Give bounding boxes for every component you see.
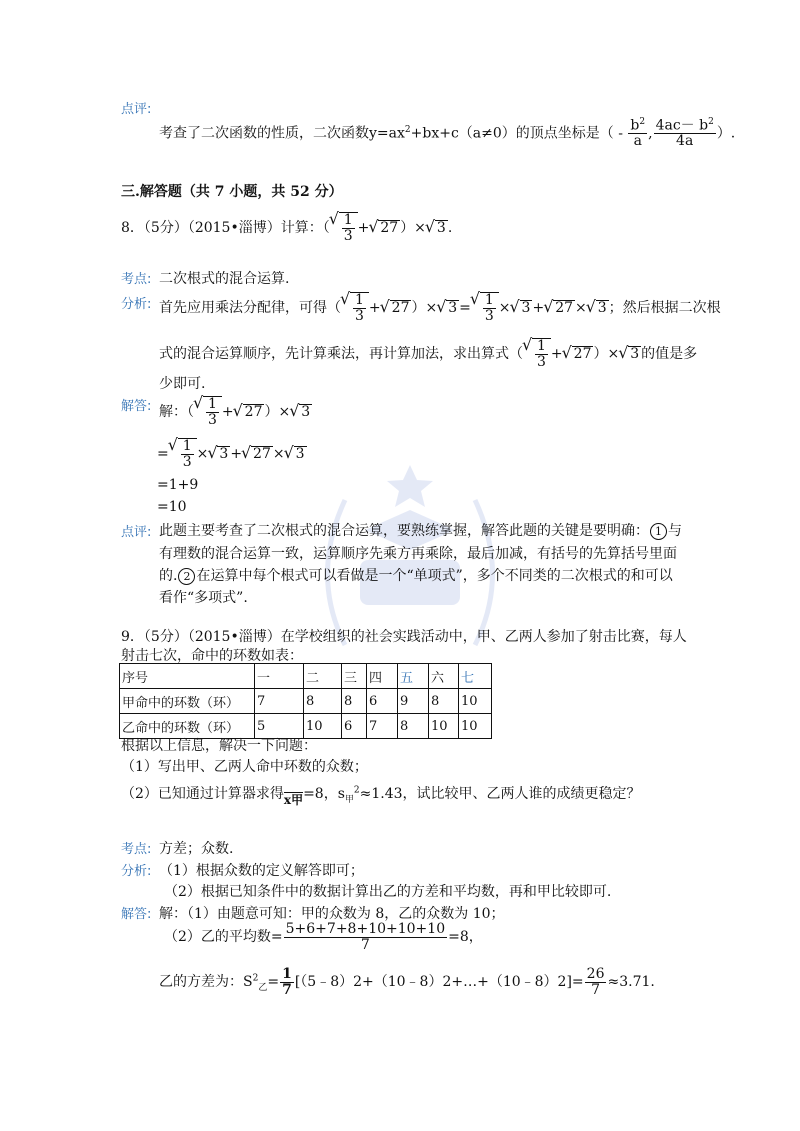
table-cell: 10 [304,714,342,739]
q8-question: 8．（5分）（2015•淄博）计算：（ √ $\frac{1}{3}$ +√ 27 ）×√ 3 . [121,212,452,243]
table-cell: 6 [342,714,367,739]
q8-kaodian-label: 考点: [121,272,152,287]
table-cell: 9 [398,689,429,714]
table-cell: 乙命中的环数（环） [120,714,255,739]
fraction-4ac-b2-over-4a: $\frac{4ac- b^2}{4a}$ [655,117,714,150]
fraction-mean: $\frac{5+6+7+8+10+10+10}{7}$ [285,921,446,953]
q9-fenxi-line2: （2）根据已知条件中的数据计算出乙的方差和平均数，再和甲比较即可. [164,884,612,900]
q8-dianping-line2: 有理数的混合运算一致，运算顺序先乘方再乘除，最后加减，有括号的先算括号里面 [159,546,677,562]
review-label: 点评: [121,102,152,117]
table-cell: 甲命中的环数（环） [120,689,255,714]
q8-solution-line2: = √ $\frac{1}{3}$ ×√ 3 +√ 27 ×√ 3 [157,438,307,469]
q8-jieda-label: 解答: [121,399,152,414]
q9-subquestion-2: （2）已知通过计算器求得x甲=8，$s_甲^2\approx 1.43$，试比较甲、乙两人谁的成绩更稳定？ [121,785,641,807]
table-header-cell: 七 [459,664,492,689]
q9-solution-line3: 乙的方差为：$S^2_乙=$ $\frac{1}{7}$ [（5﹣8）2+（10﹣8）2+…+（10﹣8）2]= $\frac{26}{7}$ ≈3.71. [159,966,655,998]
q9-question-line1: 9．（5分）（2015•淄博）在学校组织的社会实践活动中，甲、乙两人参加了射击比赛，每人 [121,629,687,645]
q9-question-line2: 射击七次，命中的环数如表： [121,648,303,664]
table-cell: 6 [367,689,398,714]
table-cell: 8 [304,689,342,714]
table-header-row [120,664,492,689]
q9-solution-line1: 解：（1）由题意可知：甲的众数为 8，乙的众数为 10； [159,906,505,922]
fraction-one-seventh: $\frac{1}{7}$ [282,966,292,998]
table-header-cell: 序号 [120,664,255,689]
circled-number-2: 2 [178,568,195,585]
q9-kaodian-text: 方差；众数. [159,841,234,857]
fraction-b2-over-a: $\frac{b^2}{a}$ [630,117,646,150]
q8-dianping-line4: 看作“多项式”. [159,590,248,606]
table-header-cell: 三 [342,664,367,689]
q8-dianping-label: 点评: [121,525,152,540]
q8-fenxi-line2: 式的混合运算顺序，先计算乘法，再计算加法，求出算式（ √ $\frac{1}{3}$ +√ 27 ）×√ 3 的值是多 [159,338,697,369]
circled-number-1: 1 [650,523,667,540]
q8-solution-line1: 解：（ √ $\frac{1}{3}$ +√ 27 ）×√ 3 [159,396,312,427]
q8-fenxi-label: 分析: [121,297,152,312]
q8-solution-line3: =1+9 [157,477,199,493]
table-header-cell: 六 [429,664,459,689]
q8-fenxi-line1: 首先应用乘法分配律，可得（ √ $\frac{1}{3}$ +√ 27 ）×√ 3 = √ $\frac{1}{3}$ ×√ 3 +√ 27 ×√ 3 ；然后根据二次根 [159,292,721,323]
q9-after-table: 根据以上信息，解决一下问题： [121,738,317,754]
q8-fenxi-line3: 少即可. [159,376,206,392]
review-vertex-text: 考查了二次函数的性质，二次函数$y=ax^2+bx+c(a\ne 0)$的顶点坐标是（ - $\frac{b^2}{a}$ , $\frac{4ac- b^2}{4a}$ ）. [159,117,736,150]
table-row [120,689,492,714]
table-header-cell: 四 [367,664,398,689]
score-table [119,663,492,739]
table-header-cell: 二 [304,664,342,689]
table-cell: 5 [255,714,304,739]
table-cell: 10 [429,714,459,739]
section-title: 三.解答题（共 7 小题，共 52 分） [121,184,343,200]
q8-kaodian-text: 二次根式的混合运算. [159,271,290,287]
table-cell: 10 [459,689,492,714]
q8-dianping-line1: 此题主要考查了二次根式的混合运算，要熟练掌握，解答此题的关键是要明确： 1 与 [159,523,682,539]
table-cell: 8 [429,689,459,714]
table-cell: 7 [255,689,304,714]
table-cell: 8 [342,689,367,714]
q8-dianping-line3: 的. 2 在运算中每个根式可以看做是一个“单项式”，多个不同类的二次根式的和可以 [159,568,673,584]
q9-subquestion-1: （1）写出甲、乙两人命中环数的众数； [121,759,368,775]
table-cell: 7 [367,714,398,739]
q9-fenxi-label: 分析: [121,864,152,879]
q8-solution-line4: =10 [157,499,187,515]
table-header-cell: 一 [255,664,304,689]
q9-fenxi-line1: （1）根据众数的定义解答即可； [159,863,364,879]
q9-solution-line2: （2）乙的平均数= $\frac{5+6+7+8+10+10+10}{7}$ =8， [164,921,483,953]
fraction-26-sevenths: $\frac{26}{7}$ [586,966,605,998]
x-bar-jia: x甲 [283,793,304,807]
table-cell: 10 [459,714,492,739]
q9-jieda-label: 解答: [121,907,152,922]
q9-kaodian-label: 考点: [121,842,152,857]
table-cell: 8 [398,714,429,739]
table-header-cell: 五 [398,664,429,689]
